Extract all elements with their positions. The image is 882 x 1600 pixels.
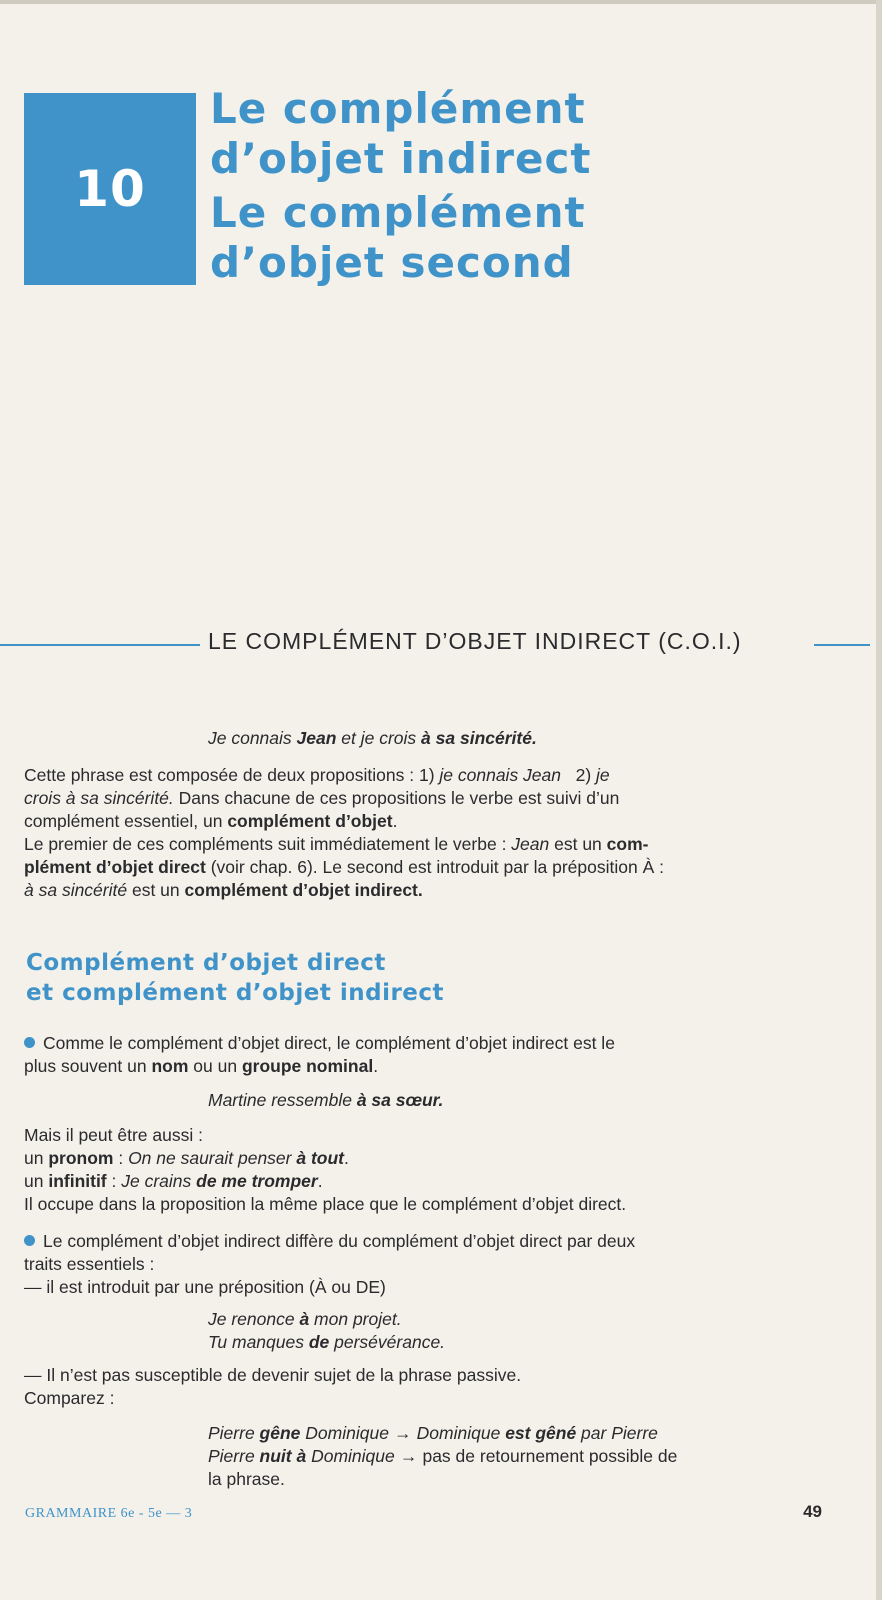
text-line: Le premier de ces compléments suit immédiatement le verbe : Jean est un com-	[24, 834, 649, 854]
text-line: — il est introduit par une préposition (À ou DE)	[24, 1277, 386, 1297]
page-number: 49	[803, 1502, 822, 1521]
section-rule-left	[0, 644, 200, 646]
bullet-icon	[24, 1037, 35, 1048]
text-line: Le complément d’objet indirect diffère du complément d’objet direct par deux	[24, 1230, 814, 1253]
section-rule-right	[814, 644, 870, 646]
bullet-paragraph	[24, 1032, 814, 1078]
text-line: plus souvent un nom ou un groupe nominal.	[24, 1056, 379, 1076]
example-block	[208, 1422, 808, 1491]
section-heading: LE COMPLÉMENT D’OBJET INDIRECT (C.O.I.)	[208, 628, 742, 654]
chapter-title-line: Le complément	[210, 84, 586, 133]
example-sentence: Tu manques de persévérance.	[208, 1332, 446, 1352]
right-arrow-icon: →	[399, 1446, 418, 1466]
text-line: un pronom : On ne saurait penser à tout.	[24, 1148, 349, 1168]
text-line: traits essentiels :	[24, 1254, 155, 1274]
text-line: Comparez :	[24, 1388, 115, 1408]
text-line: la phrase.	[208, 1469, 285, 1489]
example-block	[208, 1308, 445, 1354]
chapter-title-line: d’objet indirect	[210, 134, 592, 183]
page-right-edge	[876, 0, 882, 1600]
example-sentence: Pierre gêne Dominique → Dominique est gêné par Pierre	[208, 1423, 658, 1443]
text-line: complément essentiel, un complément d’objet.	[24, 811, 398, 831]
text-line: Comme le complément d’objet direct, le complément d’objet indirect est le	[24, 1032, 814, 1055]
page-top-edge	[0, 0, 882, 4]
example-sentence: Pierre nuit à Dominique → pas de retournement possible de	[208, 1446, 678, 1466]
text-line: à sa sincérité est un complément d’objet indirect.	[24, 880, 423, 900]
chapter-title-line: d’objet second	[210, 238, 574, 287]
passive-paragraph	[24, 1364, 814, 1410]
chapter-titles	[210, 84, 850, 288]
subheading-line: et complément d’objet indirect	[26, 980, 445, 1006]
text-line: crois à sa sincérité. Dans chacune de ces propositions le verbe est suivi d’un	[24, 788, 620, 808]
text-line: Il occupe dans la proposition la même place que le complément d’objet direct.	[24, 1194, 627, 1214]
example-sentence: Je connais Jean et je crois à sa sincérité.	[208, 728, 537, 748]
intro-paragraph	[24, 764, 814, 902]
chapter-title-line: Le complément	[210, 188, 586, 237]
example-sentence: Martine ressemble à sa sœur.	[208, 1090, 444, 1110]
footer-series-label: GRAMMAIRE 6e - 5e — 3	[25, 1506, 193, 1521]
text-line: Cette phrase est composée de deux propositions : 1) je connais Jean 2) je	[24, 765, 610, 785]
subheading	[26, 948, 626, 1008]
chapter-number-box	[24, 93, 196, 285]
example-sentence: Je renonce à mon projet.	[208, 1309, 402, 1329]
text-line: plément d’objet direct (voir chap. 6). Le second est introduit par la préposition À :	[24, 857, 664, 877]
pronoun-infinitive-list	[24, 1124, 814, 1216]
chapter-number: 10	[74, 160, 146, 218]
text-line: un infinitif : Je crains de me tromper.	[24, 1171, 323, 1191]
bullet-icon	[24, 1235, 35, 1246]
text-line: — Il n’est pas susceptible de devenir sujet de la phrase passive.	[24, 1365, 522, 1385]
right-arrow-icon: →	[394, 1423, 412, 1443]
bullet-paragraph	[24, 1230, 814, 1299]
text-line: Mais il peut être aussi :	[24, 1125, 203, 1145]
subheading-line: Complément d’objet direct	[26, 950, 386, 976]
